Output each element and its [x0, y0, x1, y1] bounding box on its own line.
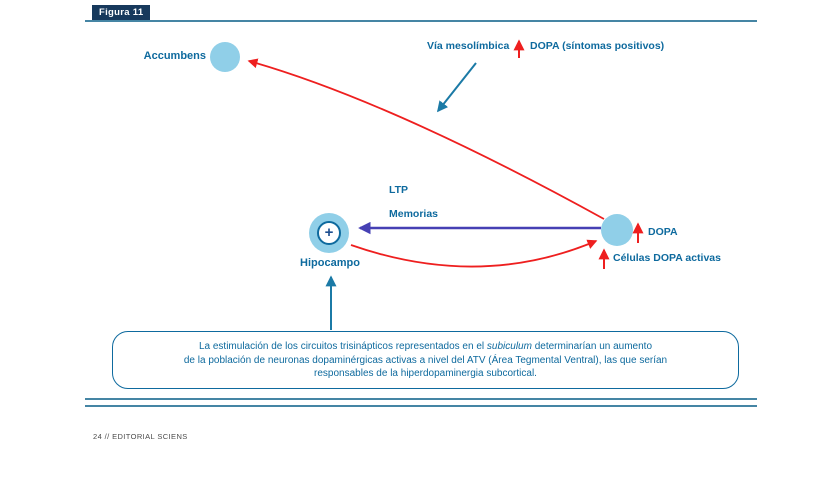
hipocampo-label: Hipocampo	[300, 257, 360, 269]
caption-line1-pre: La estimulación de los circuitos trisinápticos representados en el	[198, 341, 487, 352]
caption-line-2: de la población de neuronas dopaminérgicas activas a nivel del ATV (Área Tegmental Ventral), las que serían	[183, 354, 668, 366]
page-footer: 24 // EDITORIAL SCIENS	[93, 432, 188, 441]
footer-rule-1	[85, 398, 757, 400]
plus-icon: +	[317, 221, 341, 245]
footer-rule-2	[85, 405, 757, 407]
caption-line1-italic: subiculum	[486, 341, 532, 352]
teal-arrow-via-pointer	[438, 63, 476, 111]
caption-box	[112, 331, 739, 389]
via-mesolimbica-label: Vía mesolímbica	[427, 40, 510, 52]
caption-line1-post: determinarían un aumento	[531, 341, 653, 352]
accumbens-node	[210, 42, 240, 72]
header-rule	[85, 20, 757, 22]
accumbens-label: Accumbens	[143, 50, 206, 62]
dopa-sintomas-label: DOPA (síntomas positivos)	[530, 40, 665, 52]
red-arrow-hipocampo-to-dopa	[351, 241, 596, 267]
red-arrow-dopa-to-accumbens	[249, 61, 604, 219]
figure-label: Figura 11	[92, 5, 150, 20]
caption-line-3: responsables de la hiperdopaminergia subcortical.	[314, 368, 537, 379]
dopa-node	[601, 214, 633, 246]
dopa-label: DOPA	[648, 226, 678, 238]
ltp-label: LTP	[389, 184, 409, 196]
celulas-dopa-label: Células DOPA activas	[613, 252, 721, 264]
hipocampo-node	[309, 213, 349, 253]
caption-line-1	[113, 340, 738, 354]
memorias-label: Memorias	[389, 208, 439, 220]
